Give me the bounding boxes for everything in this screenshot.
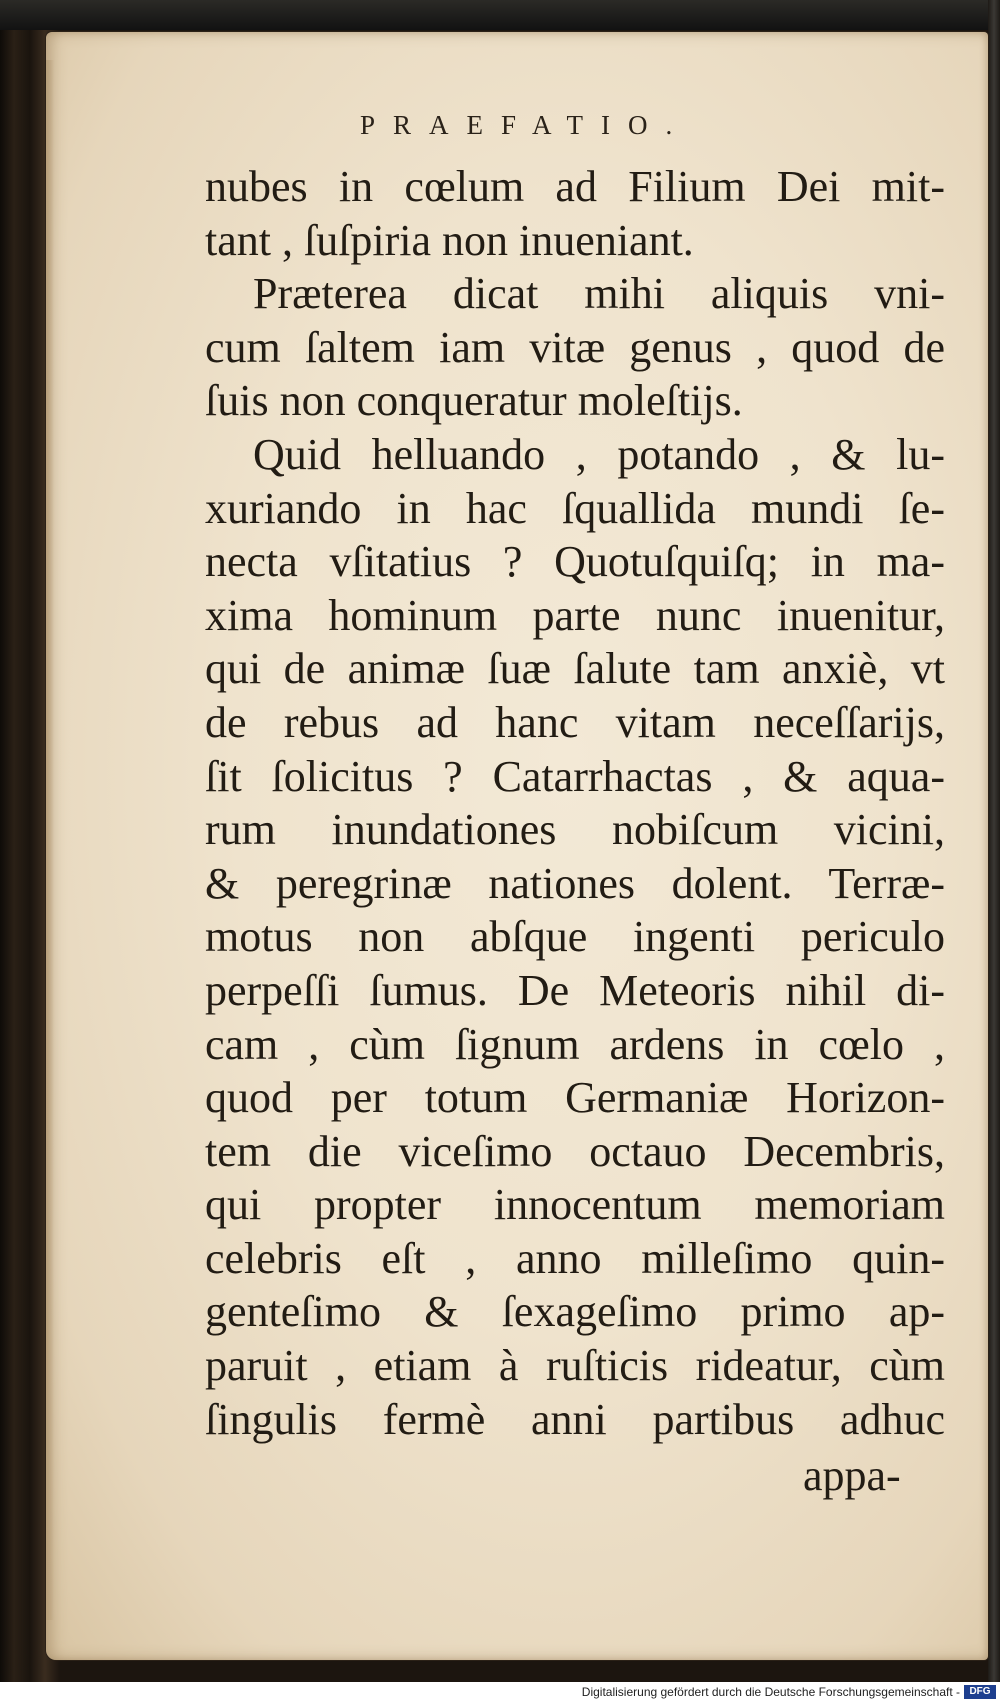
text-line: qui propter innocentum memoriam bbox=[205, 1180, 945, 1230]
text-line: Præterea dicat mihi aliquis vni- bbox=[253, 269, 945, 319]
text-line: cum ſaltem iam vitæ genus , quod de bbox=[205, 322, 945, 372]
text-line: Quid helluando , potando , & lu- bbox=[253, 429, 945, 479]
body-text bbox=[205, 160, 945, 1446]
text-line: cam , cùm ſignum ardens in cœlo , bbox=[205, 1019, 945, 1069]
text-line: ſingulis fermè anni partibus adhuc bbox=[205, 1394, 945, 1444]
running-head: PRAEFATIO. bbox=[360, 110, 691, 140]
text-line: paruit , etiam à ruſticis rideatur, cùm bbox=[205, 1341, 945, 1391]
book-cover-edge bbox=[988, 0, 1000, 1702]
page-gutter-shadow bbox=[46, 60, 54, 1620]
text-line: nubes in cœlum ad Filium Dei mit- bbox=[205, 162, 945, 211]
text-line: tant , ſuſpiria non inueniant. bbox=[205, 215, 694, 265]
text-line: de rebus ad hanc vitam neceſſarijs, bbox=[205, 697, 945, 747]
book-cover-top bbox=[0, 0, 1000, 30]
text-line: xuriando in hac ſquallida mundi ſe- bbox=[205, 483, 945, 533]
text-line: quod per totum Germaniæ Horizon- bbox=[205, 1073, 945, 1123]
text-line: ſit ſolicitus ? Catarrhactas , & aqua- bbox=[205, 751, 945, 801]
text-line: genteſimo & ſexageſimo primo ap- bbox=[205, 1287, 945, 1337]
text-line: tem die viceſimo octauo Decembris, bbox=[205, 1126, 945, 1176]
text-line: necta vſitatius ? Quotuſquiſq; in ma- bbox=[205, 537, 945, 587]
text-line: motus non abſque ingenti periculo bbox=[205, 912, 945, 962]
text-line: ſuis non conqueratur moleſtijs. bbox=[205, 376, 743, 426]
text-line: & peregrinæ nationes dolent. Terræ- bbox=[205, 858, 945, 908]
text-line: rum inundationes nobiſcum vicini, bbox=[205, 805, 945, 855]
text-line: celebris eſt , anno milleſimo quin- bbox=[205, 1233, 945, 1283]
text-line: qui de animæ ſuæ ſalute tam anxiè, vt bbox=[205, 644, 945, 694]
digitization-credit: Digitalisierung gefördert durch die Deutsche Forschungsgemeinschaft - bbox=[581, 1685, 960, 1699]
text-line: xima hominum parte nunc inuenitur, bbox=[205, 590, 945, 640]
catchword: appa- bbox=[803, 1451, 901, 1500]
dfg-logo: DFG bbox=[964, 1685, 996, 1699]
text-line: perpeſſi ſumus. De Meteoris nihil di- bbox=[205, 965, 945, 1015]
